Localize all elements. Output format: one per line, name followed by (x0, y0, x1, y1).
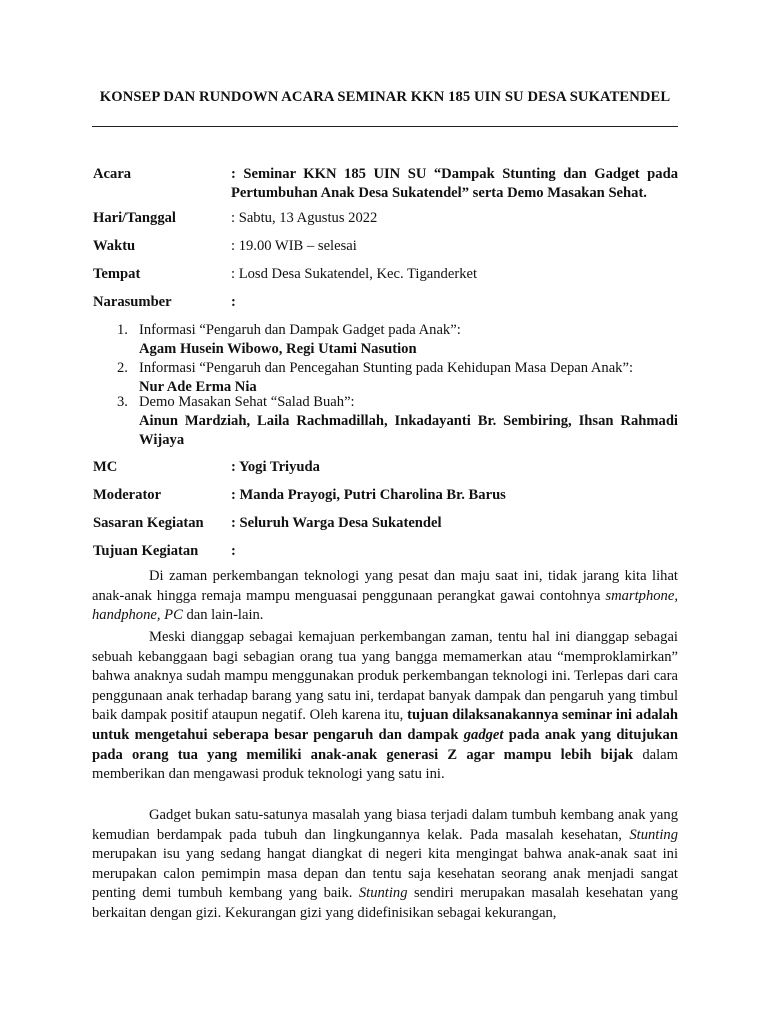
field-value: : Seminar KKN 185 UIN SU “Dampak Stunting dan Gadget pada Pertumbuhan Anak Desa Sukatendel” serta Demo Masakan Sehat. (231, 166, 678, 201)
field-label: Hari/Tanggal (93, 210, 176, 226)
field-value: : Yogi Triyuda (231, 459, 320, 475)
speaker-topic: Demo Masakan Sehat “Salad Buah”: (139, 394, 355, 410)
speaker-topic: Informasi “Pengaruh dan Pencegahan Stunting pada Kehidupan Masa Depan Anak”: (139, 360, 634, 376)
field-label: Narasumber (93, 294, 172, 310)
paragraph-1 (92, 567, 678, 626)
field-label: MC (93, 459, 118, 475)
field-label: Tempat (93, 266, 141, 282)
paragraph-italic: smartphone, handphone, PC (92, 587, 678, 624)
field-label: Moderator (93, 487, 162, 503)
speaker-names: Agam Husein Wibowo, Regi Utami Nasution (139, 341, 417, 357)
paragraph-3 (92, 806, 678, 924)
paragraph-text: Meski dianggap sebagai kemajuan perkembangan zaman, tentu hal ini dianggap sebagai sebuah kebanggaan bagi sebagian orang tua yang bangga memamerkan atau “memproklamirkan” bahwa anaknya sudah mampu menggunakan produk perkembangan teknologi ini. Terlepas dari cara penggunaan anak terhadap barang yang satu ini, terdapat banyak dampak dan pengaruh yang timbul baik dampak positif ataupun negatif. Oleh karena itu, (92, 629, 678, 724)
paragraph-2 (92, 628, 678, 785)
field-label: Waktu (93, 238, 136, 254)
field-value: : Seluruh Warga Desa Sukatendel (231, 515, 442, 531)
paragraph-bold-italic: gadget (463, 726, 504, 743)
paragraph-text: dalam memberikan dan mengawasi produk teknologi yang satu ini. (92, 746, 679, 783)
speaker-names: Ainun Mardziah, Laila Rachmadillah, Inkadayanti Br. Sembiring, Ihsan Rahmadi Wijaya (139, 413, 678, 448)
field-label: Sasaran Kegiatan (93, 515, 204, 531)
field-value: : Manda Prayogi, Putri Charolina Br. Barus (231, 487, 506, 503)
field-value: : 19.00 WIB – selesai (231, 238, 357, 254)
paragraph-bold: pada anak yang ditujukan pada orang tua yang memiliki anak-anak generasi Z agar mampu lebih bijak (92, 726, 678, 763)
field-label: Acara (93, 166, 132, 182)
speaker-names: Nur Ade Erma Nia (139, 379, 257, 395)
field-value: : (231, 543, 236, 559)
field-label: Tujuan Kegiatan (93, 543, 199, 559)
list-number: 3. (117, 394, 128, 410)
paragraph-text: Di zaman perkembangan teknologi yang pesat dan maju saat ini, tidak jarang kita lihat anak-anak hingga remaja mampu menguasai penggunaan perangkat gawai contohnya (92, 568, 678, 604)
paragraph-text: sendiri merupakan masalah kesehatan yang berkaitan dengan gizi. Kekurangan gizi yang didefinisikan sebagai kekurangan, (92, 885, 678, 921)
speaker-topic: Informasi “Pengaruh dan Dampak Gadget pada Anak”: (139, 322, 461, 338)
paragraph-italic: Stunting (358, 885, 408, 902)
paragraph-text: dan lain-lain. (182, 607, 264, 624)
field-value: : Losd Desa Sukatendel, Kec. Tiganderket (231, 266, 478, 282)
field-value: : Sabtu, 13 Agustus 2022 (231, 210, 378, 226)
paragraph-text: merupakan isu yang sedang hangat diangkat di negeri kita mengingat bahwa anak-anak saat ini merupakan calon pemimpin masa depan dan tentu saja kesehatan seorang anak menjadi sangat penting demi tumbuh kembang yang baik. (92, 846, 678, 902)
paragraph-text: Gadget bukan satu-satunya masalah yang biasa terjadi dalam tumbuh kembang anak yang kemudian berdampak pada tubuh dan lingkungannya kelak. Pada masalah kesehatan, (92, 807, 678, 843)
paragraph-italic: Stunting (629, 826, 678, 843)
title-divider (92, 126, 678, 127)
field-value: : (231, 294, 236, 310)
document-title: KONSEP DAN RUNDOWN ACARA SEMINAR KKN 185 UIN SU DESA SUKATENDEL (99, 89, 671, 105)
list-number: 1. (117, 322, 128, 338)
paragraph-bold: tujuan dilaksanakannya seminar ini adalah untuk mengetahui seberapa besar pengaruh dan dampak (92, 707, 678, 743)
list-number: 2. (117, 360, 128, 376)
